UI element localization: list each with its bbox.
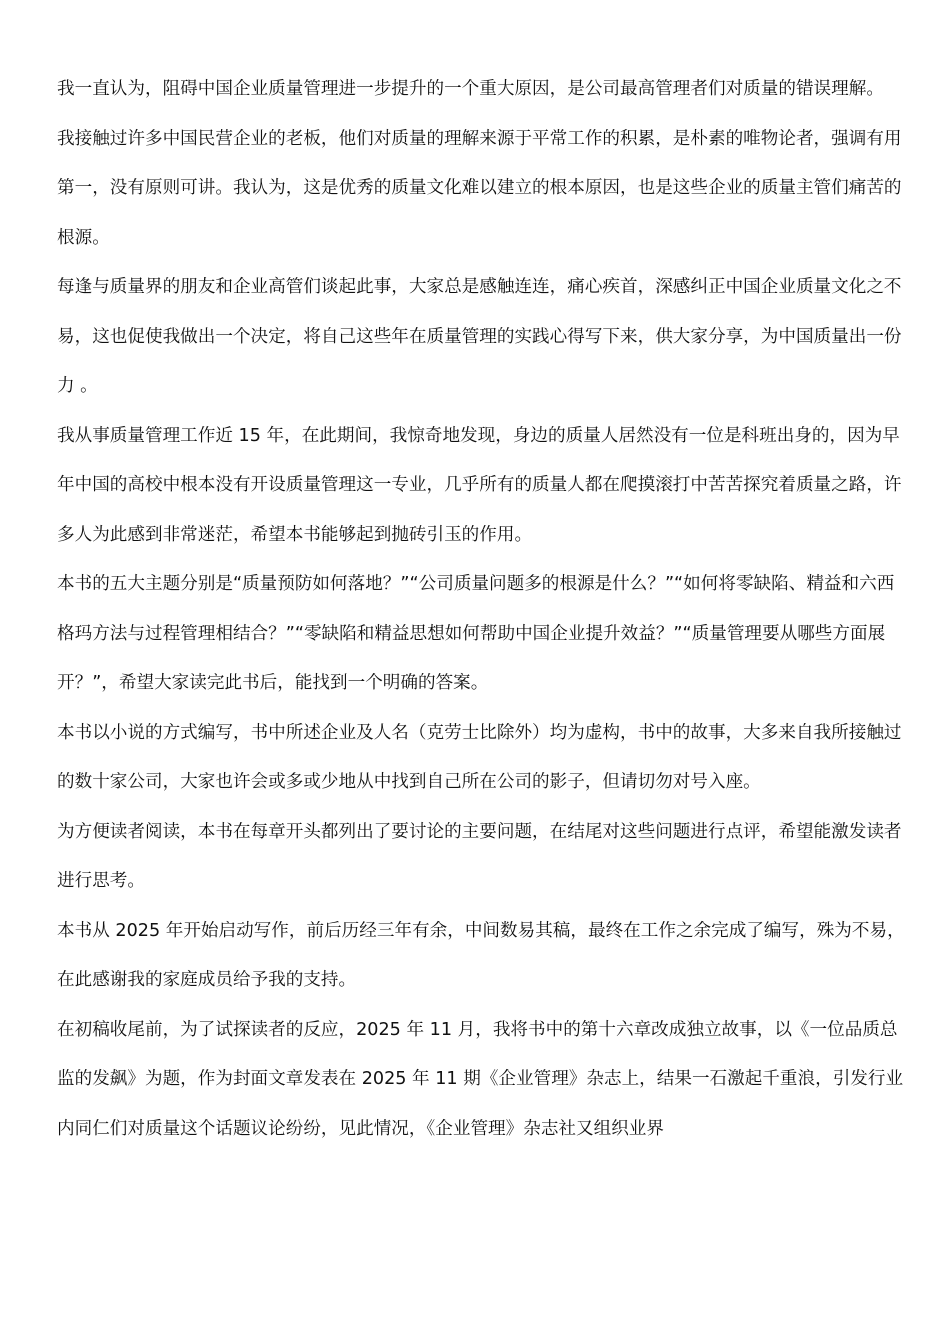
document-body [57,65,905,1154]
paragraph: 本书以小说的方式编写，书中所述企业及人名（克劳士比除外）均为虚构，书中的故事，大多来自我所接触过的数十家公司，大家也许会或多或少地从中找到自己所在公司的影子，但请切勿对号入座。 [57,722,902,792]
paragraph: 为方便读者阅读，本书在每章开头都列出了要讨论的主要问题，在结尾对这些问题进行点评，希望能激发读者进行思考。 [57,821,902,891]
paragraph: 每逢与质量界的朋友和企业高管们谈起此事，大家总是感触连连，痛心疾首，深感纠正中国企业质量文化之不易，这也促使我做出一个决定，将自己这些年在质量管理的实践心得写下来，供大家分享，为中国质量出一份力 。 [57,277,902,396]
paragraph: 本书从 2025 年开始启动写作，前后历经三年有余，中间数易其稿，最终在工作之余完成了编写，殊为不易，在此感谢我的家庭成员给予我的支持。 [57,920,905,990]
paragraph: 我一直认为，阻碍中国企业质量管理进一步提升的一个重大原因，是公司最高管理者们对质量的错误理解。 [57,79,884,99]
paragraph: 在初稿收尾前，为了试探读者的反应，2025 年 11 月，我将书中的第十六章改成独立故事，以《一位品质总监的发飙》为题，作为封面文章发表在 2025 年 11 期《企业管理》杂志上，结果一石激起千重浪，引发行业内同仁们对质量这个话题议论纷纷，见此情况，《企业管理》杂志社又组织业界 [57,1019,904,1139]
paragraph: 我从事质量管理工作近 15 年，在此期间，我惊奇地发现，身边的质量人居然没有一位是科班出身的，因为早年中国的高校中根本没有开设质量管理这一专业，几乎所有的质量人都在爬摸滚打中苦苦探究着质量之路，许多人为此感到非常迷茫，希望本书能够起到抛砖引玉的作用。 [57,425,902,545]
paragraph: 本书的五大主题分别是“质量预防如何落地？”“公司质量问题多的根源是什么？”“如何将零缺陷、精益和六西格玛方法与过程管理相结合？”“零缺陷和精益思想如何帮助中国企业提升效益？”“质量管理要从哪些方面展开？”，希望大家读完此书后，能找到一个明确的答案。 [57,574,895,693]
paragraph: 我接触过许多中国民营企业的老板，他们对质量的理解来源于平常工作的积累，是朴素的唯物论者，强调有用第一，没有原则可讲。我认为，这是优秀的质量文化难以建立的根本原因，也是这些企业的质量主管们痛苦的根源。 [57,128,902,248]
